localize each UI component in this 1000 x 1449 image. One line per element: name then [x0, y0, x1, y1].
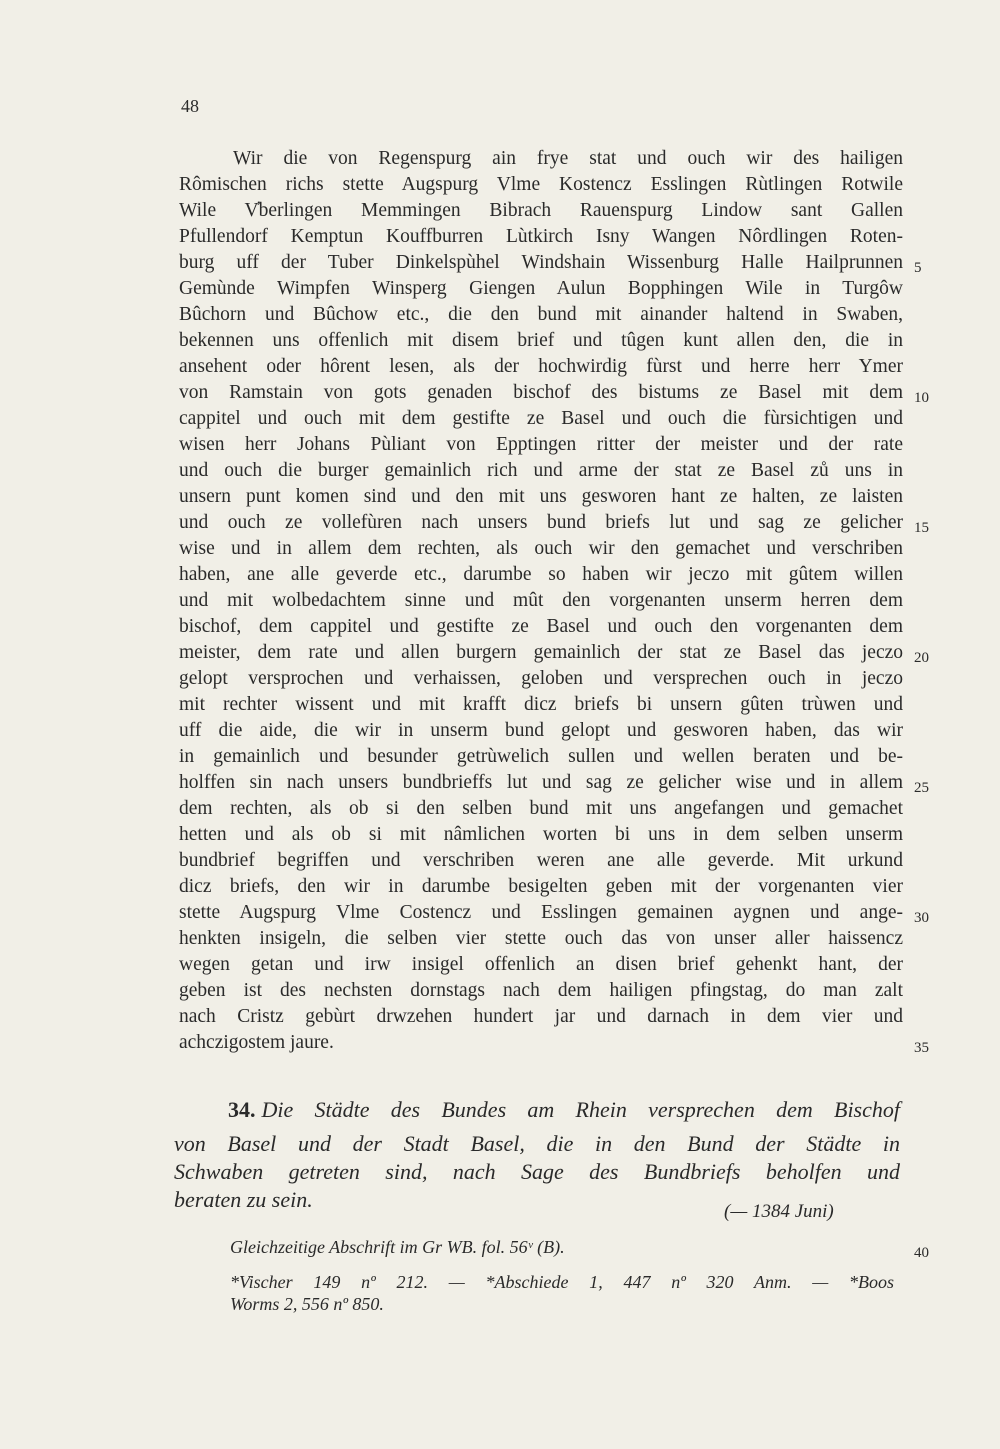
margin-line-number: 25 [914, 780, 929, 796]
margin-line-number: 5 [914, 260, 922, 276]
text-line: Gemùnde Wimpfen Winsperg Giengen Aulun Bopphingen Wile in Turgôw [179, 278, 903, 299]
text-line: achczigostem jaure. [179, 1032, 334, 1053]
text-line: unsern punt komen sind und den mit uns gesworen hant ze halten, ze laisten [179, 486, 903, 507]
text-line: Rômischen richs stette Augspurg Vlme Kostencz Esslingen Rùtlingen Rotwile [179, 174, 903, 195]
text-line: wisen herr Johans Pùliant von Epptingen ritter der meister und der rate [179, 434, 903, 455]
margin-line-number: 15 [914, 520, 929, 536]
regest-line: Schwaben getreten sind, nach Sage des Bundbriefs beholfen und [174, 1159, 900, 1184]
text-line: uff die aide, die wir in unserm bund gelopt und gesworen haben, das wir [179, 720, 903, 741]
text-line: geben ist des nechsten dornstags nach dem hailigen pfingstag, do man zalt [179, 980, 903, 1001]
margin-line-number: 30 [914, 910, 929, 926]
reference-line: Worms 2, 556 nº 850. [230, 1294, 384, 1314]
text-line: und ouch ze vollefùren nach unsers bund briefs lut und sag ze gelicher [179, 512, 903, 533]
text-line: bundbrief begriffen und verschriben weren ane alle geverde. Mit urkund [179, 850, 903, 871]
text-line: von Ramstain von gots genaden bischof des bistums ze Basel mit dem [179, 382, 903, 403]
text-line: bekennen uns offenlich mit disem brief und tûgen kunt allen den, die in [179, 330, 903, 351]
text-line: und ouch die burger gemainlich rich und arme der stat ze Basel zů uns in [179, 460, 903, 481]
text-line: wise und in allem dem rechten, als ouch wir den gemachet und verschriben [179, 538, 903, 559]
text-line: holffen sin nach unsers bundbrieffs lut und sag ze gelicher wise und in allem [179, 772, 903, 793]
text-line: in gemainlich und besunder getrùwelich sullen und wellen beraten und be- [179, 746, 903, 767]
text-line: Bûchorn und Bûchow etc., die den bund mit ainander haltend in Swaben, [179, 304, 903, 325]
text-line: meister, dem rate und allen burgern gemainlich der stat ze Basel das jeczo [179, 642, 903, 663]
page-number: 48 [181, 96, 199, 116]
document-number: 34. [228, 1097, 256, 1122]
regest-date: (— 1384 Juni) [724, 1201, 834, 1222]
text-line: Wir die von Regenspurg ain frye stat und ouch wir des hailigen [233, 148, 903, 169]
text-line: henkten insigeln, die selben vier stette ouch das von unser aller haissencz [179, 928, 903, 949]
text-line: hetten und als ob si mit nâmlichen worten bi uns in dem selben unserm [179, 824, 903, 845]
text-line: stette Augspurg Vlme Costencz und Esslingen gemainen aygnen und ange- [179, 902, 903, 923]
reference-line: *Vischer 149 nº 212. — *Abschiede 1, 447 nº 320 Anm. — *Boos [230, 1272, 894, 1292]
margin-line-number: 20 [914, 650, 929, 666]
source-note: Gleichzeitige Abschrift im Gr WB. fol. 56ᵛ (B). [230, 1237, 565, 1257]
text-line: bischof, dem cappitel und gestifte ze Basel und ouch den vorgenanten dem [179, 616, 903, 637]
text-line: cappitel und ouch mit dem gestifte ze Basel und ouch die fùrsichtigen und [179, 408, 903, 429]
margin-line-number: 10 [914, 390, 929, 406]
regest-line-text: Die Städte des Bundes am Rhein versprechen dem Bischof [261, 1097, 900, 1122]
text-line: mit rechter wissent und mit krafft dicz briefs bi unsern gûten trùwen und [179, 694, 903, 715]
margin-line-number: 40 [914, 1245, 929, 1261]
text-line: dem rechten, als ob si den selben bund mit uns angefangen und gemachet [179, 798, 903, 819]
text-line: wegen getan und irw insigel offenlich an disen brief gehenkt hant, der [179, 954, 903, 975]
text-line: dicz briefs, den wir in darumbe besigelten geben mit der vorgenanten vier [179, 876, 903, 897]
text-line: nach Cristz gebùrt drwzehen hundert jar und darnach in dem vier und [179, 1006, 903, 1027]
text-line: und mit wolbedachtem sinne und mût den vorgenanten unserm herren dem [179, 590, 903, 611]
text-line: burg uff der Tuber Dinkelspùhel Windshain Wissenburg Halle Hailprunnen [179, 252, 903, 273]
regest-line: von Basel und der Stadt Basel, die in den Bund der Städte in [174, 1131, 900, 1156]
regest-line: beraten zu sein. [174, 1187, 313, 1212]
text-line: haben, ane alle geverde etc., darumbe so haben wir jeczo mit gûtem willen [179, 564, 903, 585]
text-line: ansehent oder hôrent lesen, als der hochwirdig fùrst und herre herr Ymer [179, 356, 903, 377]
regest-line [228, 1096, 900, 1124]
text-line: Pfullendorf Kemptun Kouffburren Lùtkirch Isny Wangen Nôrdlingen Roten- [179, 226, 903, 247]
text-line: gelopt versprochen und verhaissen, geloben und versprechen ouch in jeczo [179, 668, 903, 689]
margin-line-number: 35 [914, 1040, 929, 1056]
text-line: Wile V̓berlingen Memmingen Bibrach Rauenspurg Lindow sant Gallen [179, 200, 903, 221]
